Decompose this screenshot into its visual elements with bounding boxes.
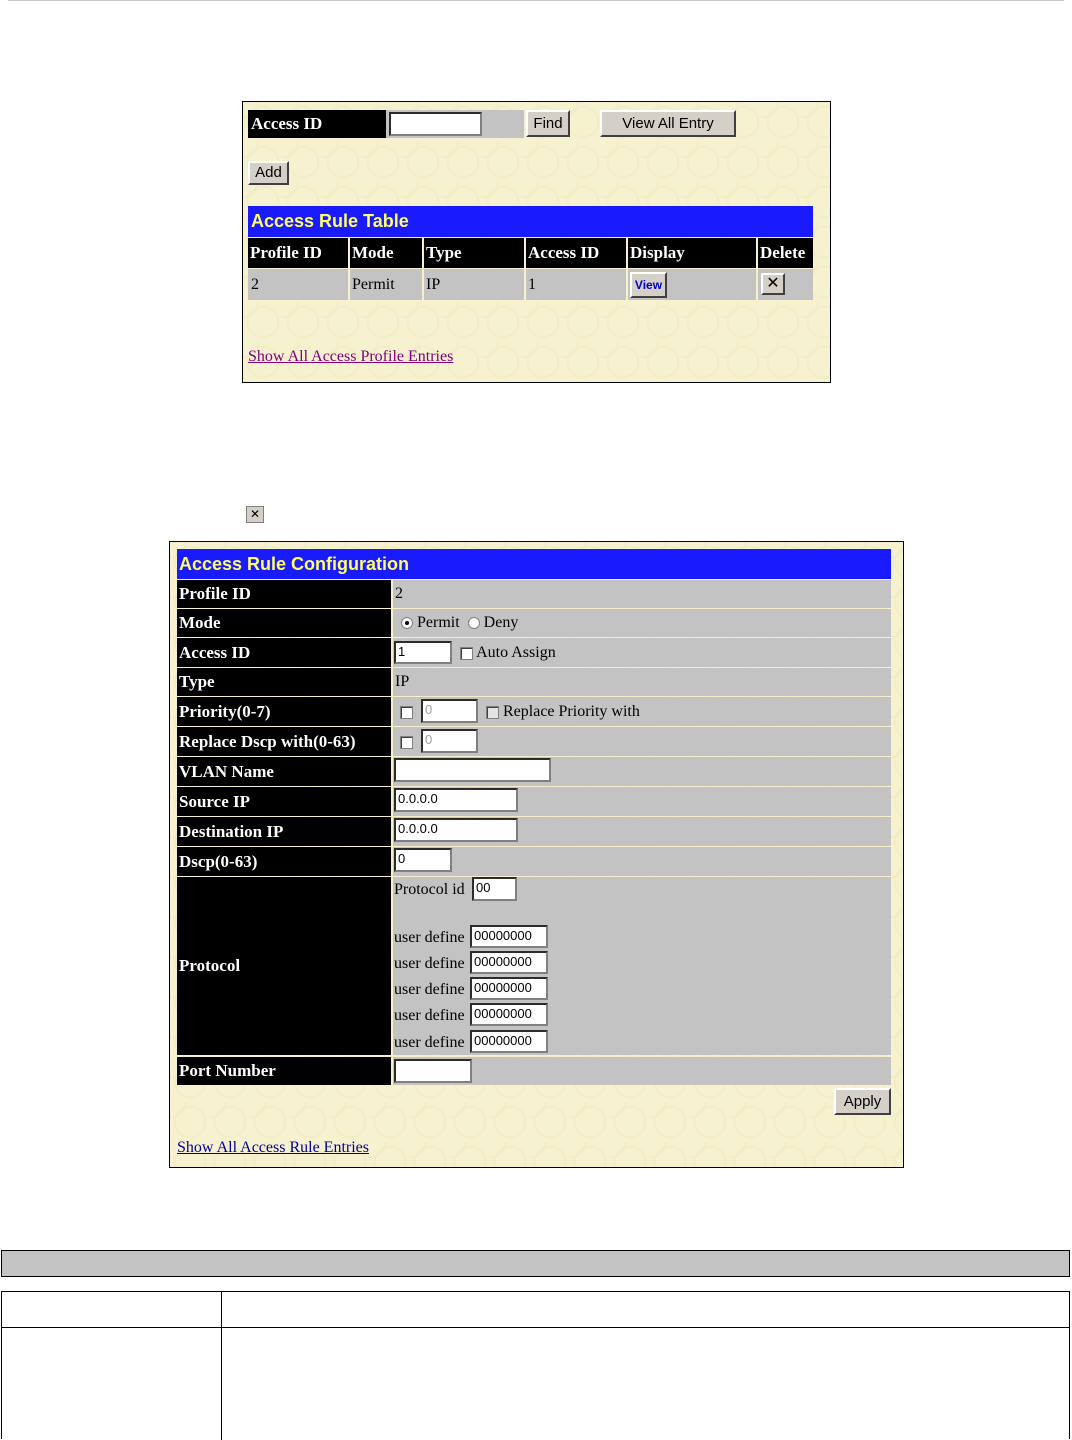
replace-priority-checkbox[interactable] [486, 706, 499, 719]
access-id-input[interactable] [389, 112, 482, 136]
access-rule-table-title: Access Rule Table [248, 206, 813, 237]
source-ip-input[interactable]: 0.0.0.0 [394, 788, 518, 812]
show-all-access-profile-entries-link[interactable]: Show All Access Profile Entries [248, 348, 454, 365]
priority-input[interactable]: 0 [421, 699, 478, 723]
replace-priority-label: Replace Priority with [503, 703, 640, 720]
view-button[interactable]: View [630, 272, 667, 298]
protocol-label: Protocol [177, 877, 391, 1055]
replace-dscp-checkbox[interactable] [400, 736, 413, 749]
type-label: Type [177, 668, 391, 696]
column-header-mode: Mode [350, 238, 422, 268]
delete-icon: ✕ [246, 506, 264, 523]
replace-dscp-label: Replace Dscp with(0-63) [177, 727, 391, 756]
access-rule-table-panel [242, 101, 831, 383]
column-header-display: Display [628, 238, 756, 268]
column-header-type: Type [424, 238, 524, 268]
mode-cell [393, 609, 891, 637]
protocol-cell [393, 877, 891, 1055]
auto-assign-group [460, 643, 556, 663]
cell-access-id: 1 [526, 269, 626, 300]
user-define-input[interactable]: 00000000 [470, 1030, 548, 1053]
user-define-input[interactable]: 00000000 [470, 977, 548, 1000]
user-define-input[interactable]: 00000000 [470, 1003, 548, 1026]
find-button[interactable]: Find [526, 110, 570, 137]
protocol-id-label: Protocol id [394, 881, 465, 898]
delete-icon[interactable]: ✕ [761, 273, 785, 295]
access-rule-configuration-title: Access Rule Configuration [177, 549, 891, 579]
user-define-label: user define [394, 1034, 465, 1051]
column-header-access-id: Access ID [526, 238, 626, 268]
top-divider [8, 0, 1064, 1]
priority-checkbox[interactable] [400, 706, 413, 719]
access-id-label: Access ID [248, 110, 386, 138]
user-define-input[interactable]: 00000000 [470, 925, 548, 948]
column-header-profile-id: Profile ID [248, 238, 348, 268]
replace-priority-group [486, 702, 640, 722]
source-ip-label: Source IP [177, 787, 391, 816]
mode-deny-label: Deny [483, 614, 519, 631]
dscp-cell [393, 847, 891, 876]
user-define-label: user define [394, 929, 465, 946]
access-id-label: Access ID [177, 638, 391, 667]
profile-id-value: 2 [393, 580, 891, 608]
apply-button[interactable]: Apply [834, 1088, 891, 1115]
protocol-id-input[interactable]: 00 [472, 877, 517, 901]
user-define-label: user define [394, 955, 465, 972]
mode-label: Mode [177, 609, 391, 637]
vlan-name-label: VLAN Name [177, 757, 391, 786]
vlan-name-input[interactable] [394, 758, 551, 782]
dscp-label: Dscp(0-63) [177, 847, 391, 876]
description-table-header-bar [1, 1250, 1070, 1277]
auto-assign-checkbox[interactable] [460, 647, 473, 660]
access-id-input[interactable]: 1 [394, 641, 452, 664]
access-rule-configuration-panel [169, 541, 904, 1168]
description-table [1, 1291, 1070, 1439]
user-define-label: user define [394, 981, 465, 998]
mode-deny-radio[interactable] [468, 617, 480, 629]
cell-type: IP [424, 269, 524, 300]
destination-ip-input[interactable]: 0.0.0.0 [394, 818, 518, 842]
auto-assign-label: Auto Assign [476, 644, 556, 661]
description-column-divider [221, 1292, 222, 1440]
port-number-label: Port Number [177, 1057, 391, 1085]
user-define-input[interactable]: 00000000 [470, 951, 548, 974]
mode-permit-label: Permit [417, 614, 460, 631]
column-header-delete: Delete [758, 238, 813, 268]
port-number-input[interactable] [394, 1059, 472, 1083]
show-all-access-rule-entries-link[interactable]: Show All Access Rule Entries [177, 1139, 369, 1156]
priority-label: Priority(0-7) [177, 697, 391, 726]
add-button[interactable]: Add [248, 161, 289, 185]
user-define-label: user define [394, 1007, 465, 1024]
mode-permit-radio[interactable] [401, 617, 413, 629]
cell-profile-id: 2 [248, 269, 348, 300]
dscp-input[interactable]: 0 [394, 848, 452, 872]
cell-mode: Permit [350, 269, 422, 300]
profile-id-label: Profile ID [177, 580, 391, 608]
replace-dscp-input[interactable]: 0 [421, 729, 478, 753]
destination-ip-label: Destination IP [177, 817, 391, 846]
view-all-entry-button[interactable]: View All Entry [600, 110, 736, 137]
type-value: IP [393, 668, 891, 696]
description-row-divider [2, 1327, 1069, 1328]
